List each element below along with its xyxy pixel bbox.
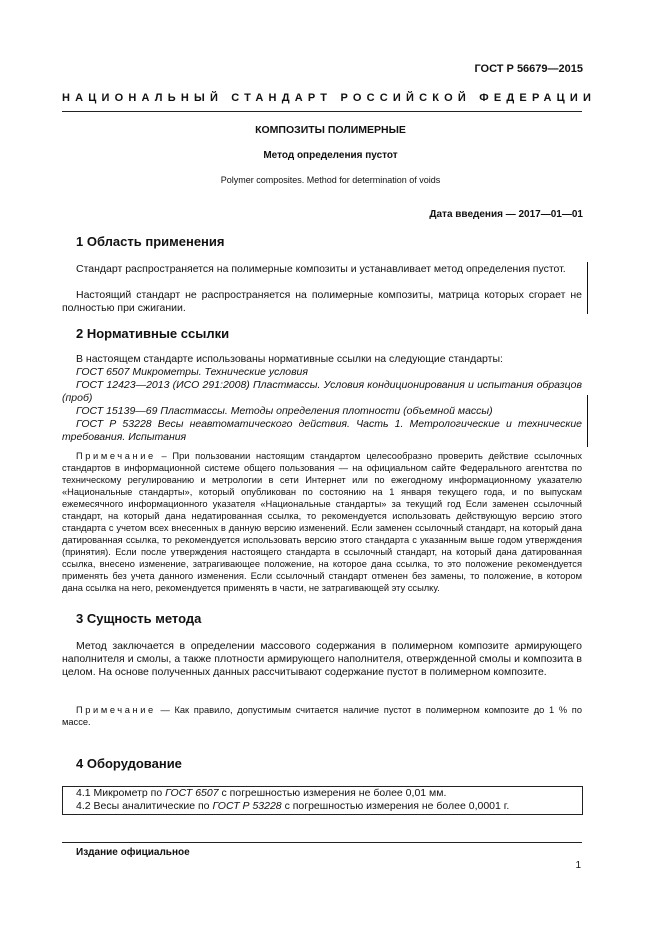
note-label: Примечание <box>76 451 156 461</box>
section-2-note <box>62 450 582 594</box>
equipment-item-2: 4.2 Весы аналитические по ГОСТ Р 53228 с погрешностью измерения не более 0,0001 г. <box>76 800 510 812</box>
english-title: Polymer composites. Method for determination of voids <box>220 175 441 185</box>
page-number: 1 <box>575 860 581 871</box>
section-1-paragraph-2: Настоящий стандарт не распространяется на полимерные композиты, матрица которых сгорает не полностью при сжигании. <box>62 289 582 314</box>
section-1-heading: 1 Область применения <box>76 234 225 249</box>
section-2-intro: В настоящем стандарте использованы нормативные ссылки на следующие стандарты: <box>76 353 503 365</box>
reference-item: ГОСТ Р 53228 Весы неавтоматического действия. Часть 1. Метрологические и технические требования. Испытания <box>62 418 582 443</box>
reference-item: ГОСТ 15139—69 Пластмассы. Методы определения плотности (объемной массы) <box>76 405 493 417</box>
reference-link: ГОСТ 6507 <box>165 787 219 799</box>
reference-link: ГОСТ Р 53228 <box>212 800 282 812</box>
note-text: – При пользовании настоящим стандартом целесообразно проверить действие ссылочных стандартов в информационной системе общего пользования — на официальном сайте Федерального агентства по техническому регулированию и метрологии в сети Интернет или по ежегодному информационному указателю «Национальные стандарты», который опубликован по состоянию на 1 января текущего года, и по выпускам ежемесячного информационного указателя «Национальные стандарты» за текущий год Если заменен ссылочный стандарт, на который дана недатированная ссылка, то рекомендуется использовать действующую версию этого стандарта с учетом всех внесенных в данную версию изменений. Если заменен ссылочный стандарт, на который дана датированная ссылка, то рекомендуется использовать версию этого стандарта с указанным выше годом утверждения (принятия). Если после утверждения настоящего стандарта в ссылочный стандарт, на который дана датированная ссылка, внесено изменение, затрагивающее положение, на которое дана ссылка, то это положение рекомендуется применять без учета данного изменения. Если ссылочный стандарт отменен без замены, то положение, в котором дана ссылка на него, рекомендуется применять в части, не затрагивающей эту ссылку. <box>62 451 582 593</box>
section-4-heading: 4 Оборудование <box>76 756 182 771</box>
section-3-note <box>62 704 582 728</box>
document-subtitle: Метод определения пустот <box>263 150 398 161</box>
reference-item: ГОСТ 6507 Микрометры. Технические условия <box>76 366 309 378</box>
section-3-paragraph: Метод заключается в определении массового содержания в полимерном композите армирующего наполнителя и смолы, а также плотности армирующего наполнителя, отвержденной смолы и композита в целом. На основе полученных данных рассчитывают содержание пустот в полимерном композите. <box>62 640 582 678</box>
official-edition-label: Издание официальное <box>76 847 190 858</box>
national-standard-banner: НАЦИОНАЛЬНЫЙ СТАНДАРТ РОССИЙСКОЙ ФЕДЕРАЦИИ <box>62 92 597 104</box>
revision-bar <box>587 262 588 314</box>
document-title: КОМПОЗИТЫ ПОЛИМЕРНЫЕ <box>255 124 406 136</box>
note-label: Примечание <box>76 705 156 715</box>
equipment-item-1: 4.1 Микрометр по ГОСТ 6507 с погрешностью измерения не более 0,01 мм. <box>76 787 447 799</box>
section-3-heading: 3 Сущность метода <box>76 611 202 626</box>
header-divider <box>62 111 582 112</box>
revision-bar <box>587 395 588 447</box>
section-1-paragraph-1: Стандарт распространяется на полимерные композиты и устанавливает метод определения пустот. <box>76 263 566 275</box>
document-code: ГОСТ Р 56679—2015 <box>474 63 583 75</box>
footer-divider <box>62 842 582 843</box>
note-text: — Как правило, допустимым считается наличие пустот в полимерном композите до 1 % по массе. <box>62 705 582 727</box>
introduction-date: Дата введения — 2017—01—01 <box>429 209 583 220</box>
reference-item: ГОСТ 12423—2013 (ИСО 291:2008) Пластмассы. Условия кондиционирования и испытания образцов (проб) <box>62 379 582 404</box>
section-2-heading: 2 Нормативные ссылки <box>76 326 230 341</box>
